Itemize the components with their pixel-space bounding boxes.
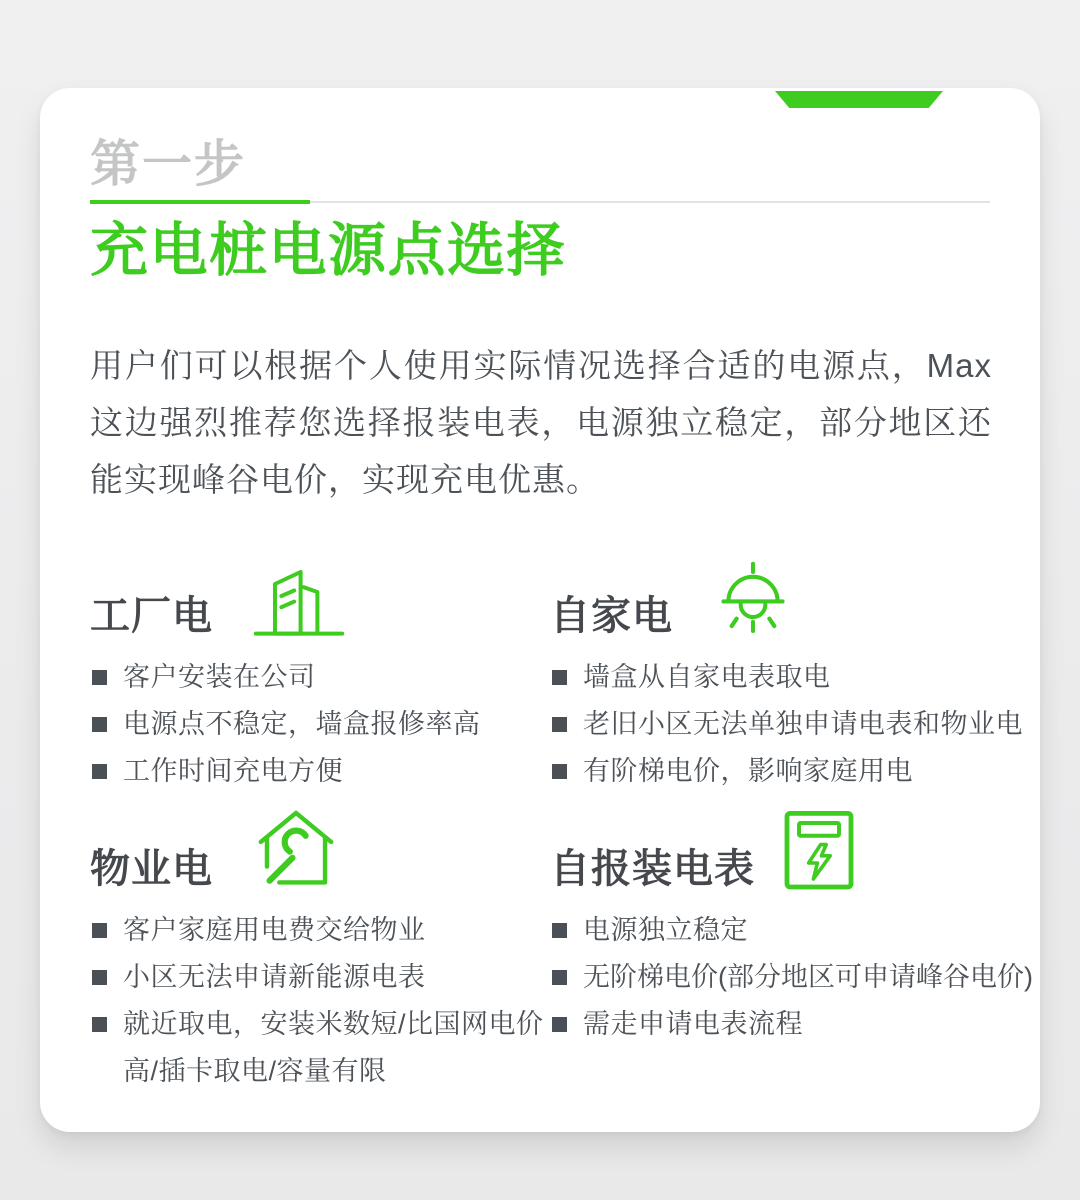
square-bullet-icon bbox=[92, 717, 107, 732]
square-bullet-icon bbox=[92, 923, 107, 938]
page-title: 充电桩电源点选择 bbox=[90, 218, 567, 283]
step-label: 第一步 bbox=[90, 136, 246, 192]
content-card bbox=[40, 88, 1040, 1132]
section-header bbox=[550, 809, 990, 893]
square-bullet-icon bbox=[552, 1017, 567, 1032]
section-home-power bbox=[550, 556, 1023, 795]
lamp-icon bbox=[711, 558, 795, 640]
section-title: 自家电 bbox=[550, 593, 673, 638]
bullet-list bbox=[90, 907, 550, 1095]
section-title: 自报装电表 bbox=[550, 846, 755, 891]
intro-paragraph: 用户们可以根据个人使用实际情况选择合适的电源点，Max这边强烈推荐您选择报装电表，电源独立稳定，部分地区还能实现峰谷电价，实现充电优惠。 bbox=[90, 346, 992, 498]
square-bullet-icon bbox=[552, 764, 567, 779]
square-bullet-icon bbox=[552, 670, 567, 685]
list-item: 电源点不稳定，墙盒报修率高 bbox=[90, 701, 550, 748]
section-title: 工厂电 bbox=[90, 593, 213, 638]
list-item: 老旧小区无法单独申请电表和物业电 bbox=[550, 701, 990, 748]
step-divider bbox=[90, 200, 990, 204]
bullet-list bbox=[550, 907, 1033, 1048]
list-item: 客户家庭用电费交给物业 bbox=[90, 907, 550, 954]
divider-gray-segment bbox=[310, 201, 990, 203]
list-item: 需走申请电表流程 bbox=[550, 1001, 990, 1048]
square-bullet-icon bbox=[92, 1017, 107, 1032]
section-factory-power bbox=[90, 556, 550, 795]
list-item: 电源独立稳定 bbox=[550, 907, 990, 954]
list-item: 就近取电，安装米数短/比国网电价高/插卡取电/容量有限 bbox=[90, 1001, 550, 1095]
list-item: 无阶梯电价(部分地区可申请峰谷电价) bbox=[550, 954, 990, 1001]
square-bullet-icon bbox=[552, 923, 567, 938]
bullet-list bbox=[90, 654, 550, 795]
section-property-power bbox=[90, 809, 550, 1095]
power-options-grid bbox=[90, 556, 1033, 1095]
square-bullet-icon bbox=[552, 970, 567, 985]
buildings-icon bbox=[251, 560, 347, 640]
section-title: 物业电 bbox=[90, 846, 213, 891]
bullet-list bbox=[550, 654, 1023, 795]
square-bullet-icon bbox=[92, 970, 107, 985]
section-header bbox=[550, 556, 990, 640]
section-header bbox=[90, 556, 550, 640]
list-item: 客户安装在公司 bbox=[90, 654, 550, 701]
square-bullet-icon bbox=[92, 764, 107, 779]
list-item: 小区无法申请新能源电表 bbox=[90, 954, 550, 1001]
section-header bbox=[90, 809, 550, 893]
list-item: 墙盒从自家电表取电 bbox=[550, 654, 990, 701]
list-item: 工作时间充电方便 bbox=[90, 748, 550, 795]
card-top-notch bbox=[775, 91, 943, 108]
square-bullet-icon bbox=[92, 670, 107, 685]
divider-green-segment bbox=[90, 200, 310, 204]
square-bullet-icon bbox=[552, 717, 567, 732]
house-wrench-icon bbox=[251, 805, 341, 893]
meter-icon bbox=[779, 809, 859, 893]
section-self-installed-meter bbox=[550, 809, 1033, 1095]
list-item: 有阶梯电价，影响家庭用电 bbox=[550, 748, 990, 795]
